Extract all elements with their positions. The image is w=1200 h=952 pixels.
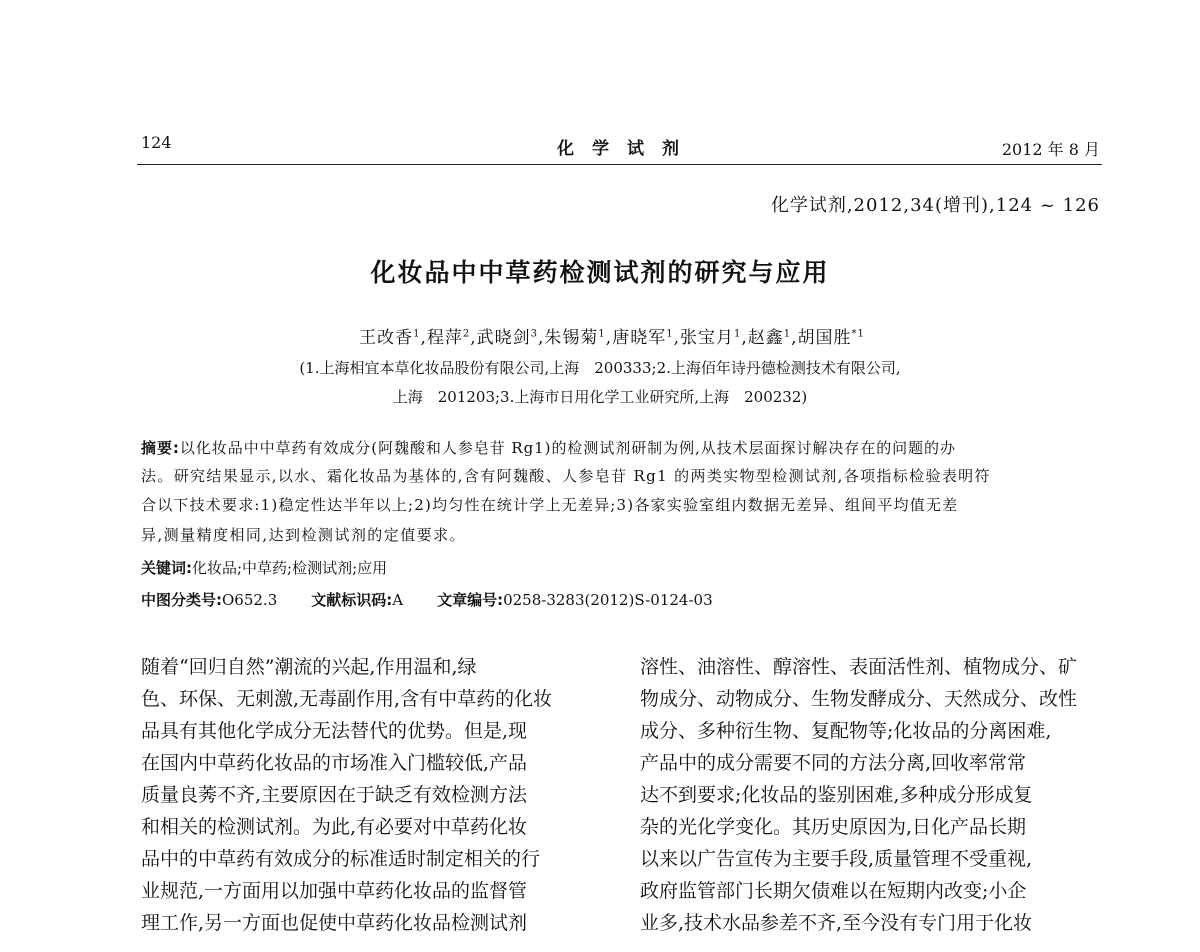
affiliation-line-1: (1.上海相宜本草化妆品股份有限公司,上海 200333;2.上海佰年诗丹德检测技术有限公司, <box>299 359 901 377</box>
author: 王改香 <box>359 328 414 348</box>
body-left-line: 品中的中草药有效成分的标准适时制定相关的行 <box>141 848 541 870</box>
author: 武晓剑 <box>476 328 531 348</box>
author-affiliation-mark: 1 <box>413 328 421 340</box>
body-left-line: 品具有其他化学成分无法替代的优势。但是,现 <box>141 720 528 742</box>
body-left-line: 色、环保、无刺激,无毒副作用,含有中草药的化妆 <box>141 688 553 710</box>
article-no-label: 文章编号: <box>437 591 504 609</box>
author-affiliation-mark: 2 <box>462 328 471 340</box>
abstract-line-2: 法。研究结果显示,以水、霜化妆品为基体的,含有阿魏酸、人参皂苷 Rg1 的两类实物型检测试剂,各项指标检验表明符 <box>141 467 991 485</box>
paper-title: 化妆品中中草药检测试剂的研究与应用 <box>370 258 830 287</box>
author: 张宝月 <box>679 328 734 348</box>
body-right-line: 产品中的成分需要不同的方法分离,回收率常常 <box>640 752 1027 774</box>
citation-line: 化学试剂,2012,34(增刊),124 ~ 126 <box>770 195 1100 216</box>
header-rule <box>137 164 1102 165</box>
abstract-line-1 <box>141 437 956 458</box>
body-right-line: 杂的光化学变化。其历史原因为,日化产品长期 <box>640 816 1027 838</box>
author: 唐晓军 <box>612 328 667 348</box>
classification-line <box>141 589 713 610</box>
abstract-line-3: 合以下技术要求:1)稳定性达半年以上;2)均匀性在统计学上无差异;3)各家实验室组内数据无差异、组间平均值无差 <box>141 496 959 514</box>
doc-code-value: A <box>392 591 404 609</box>
affiliation-line-2: 上海 201203;3.上海市日用化学工业研究所,上海 200232) <box>392 388 808 406</box>
abstract-text: 以化妆品中中草药有效成分(阿魏酸和人参皂苷 Rg1)的检测试剂研制为例,从技术层面探讨解决存在的问题的办 <box>179 439 956 457</box>
body-right-line: 溶性、油溶性、醇溶性、表面活性剂、植物成分、矿 <box>640 656 1078 678</box>
author: 赵鑫 <box>747 328 784 348</box>
issue-date: 2012 年 8 月 <box>1001 140 1100 159</box>
body-right-line: 成分、多种衍生物、复配物等;化妆品的分离困难, <box>640 720 1052 742</box>
body-left-line: 理工作,另一方面也促使中草药化妆品检测试剂 <box>141 912 528 934</box>
body-right-line: 政府监管部门长期欠债难以在短期内改变;小企 <box>640 880 1027 902</box>
author: 程萍 <box>426 328 463 348</box>
author-affiliation-mark: 1 <box>666 328 674 340</box>
body-left-line: 和相关的检测试剂。为此,有必要对中草药化妆 <box>141 816 528 838</box>
article-no-value: 0258-3283(2012)S-0124-03 <box>503 591 713 609</box>
doc-code-label: 文献标识码: <box>311 591 393 609</box>
body-right-line: 以来以广告宣传为主要手段,质量管理不受重视, <box>640 848 1033 870</box>
body-left-line: 业规范,一方面用以加强中草药化妆品的监督管 <box>141 880 528 902</box>
author-affiliation-mark: 1 <box>733 328 742 340</box>
abstract-label: 摘要: <box>141 439 180 457</box>
page-number: 124 <box>141 133 172 152</box>
body-right-line: 达不到要求;化妆品的鉴别困难,多种成分形成复 <box>640 784 1033 806</box>
keywords-line <box>141 557 387 578</box>
author-affiliation-mark: 3 <box>530 328 539 340</box>
author-affiliation-mark: *1 <box>851 328 865 340</box>
author-list: 王改香$^1$,程萍$^2$,武晓剑$^3$,朱锡菊$^1$,唐晓军$^1$,张宝月$^1$,赵鑫$^1$,胡国胜$^{*1}$ <box>359 328 865 348</box>
clc-label: 中图分类号: <box>141 591 222 609</box>
abstract-line-4: 异,测量精度相同,达到检测试剂的定值要求。 <box>141 526 466 544</box>
body-left-line: 质量良莠不齐,主要原因在于缺乏有效检测方法 <box>141 784 528 806</box>
journal-header: 化学试剂 <box>557 139 697 159</box>
author: 朱锡菊 <box>544 328 599 348</box>
body-left-line: 在国内中草药化妆品的市场准入门槛较低,产品 <box>141 752 528 774</box>
author-affiliation-mark: 1 <box>598 328 606 340</box>
keywords-label: 关键词: <box>141 559 192 577</box>
clc-value: O652.3 <box>222 591 278 609</box>
keywords-value: 化妆品;中草药;检测试剂;应用 <box>192 559 388 577</box>
body-right-line: 业多,技术水品参差不齐,至今没有专门用于化妆 <box>640 912 1033 934</box>
body-left-line: 随着“回归自然”潮流的兴起,作用温和,绿 <box>141 656 477 678</box>
author-affiliation-mark: 1 <box>783 328 792 340</box>
author: 胡国胜 <box>797 328 852 348</box>
body-right-line: 物成分、动物成分、生物发酵成分、天然成分、改性 <box>640 688 1078 710</box>
